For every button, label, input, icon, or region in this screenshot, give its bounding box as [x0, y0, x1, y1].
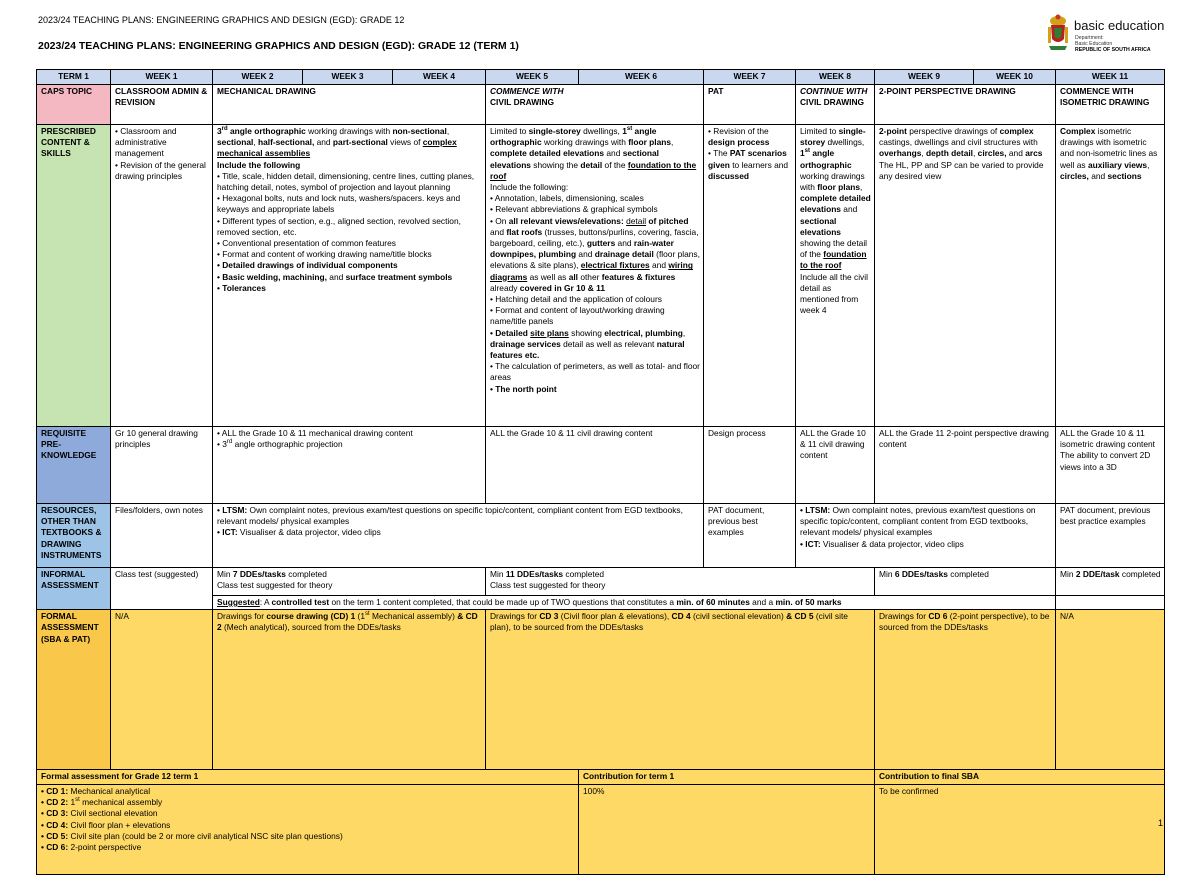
informal-civil-min: Min 11 DDEs/tasks completed — [490, 569, 605, 579]
caps-isometric: COMMENCE WITH ISOMETRIC DRAWING — [1056, 85, 1165, 125]
caps-topic-row — [37, 85, 1165, 125]
bullet: • Hexagonal bolts, nuts and lock nuts, washers/spacers. keys and keyways and appropriate labels — [217, 193, 461, 215]
caps-civil-line1: COMMENCE WITH — [490, 86, 564, 96]
caps-week1: CLASSROOM ADMIN & REVISION — [111, 85, 213, 125]
summary-cd-list — [37, 785, 579, 875]
prescribed-row — [37, 125, 1165, 427]
informal-civil — [486, 568, 875, 596]
informal-perspective: Min 6 DDEs/tasks completed — [875, 568, 1056, 596]
week-header: WEEK 10 — [974, 70, 1056, 85]
persp-intro: 2-point perspective drawings of complex castings, dwellings and civil structures with overhangs, depth detail, circles, and arcs — [879, 126, 1043, 159]
informal-label: INFORMAL ASSESSMENT — [37, 568, 111, 610]
week-header: WEEK 8 — [796, 70, 875, 85]
bullet: • Revision of the general drawing principles — [115, 159, 206, 181]
page-number: 1 — [1158, 818, 1164, 828]
civil-intro: Limited to single-storey dwellings, 1st angle orthographic working drawings with floor plans, complete detailed elevations and sectional elevations showing the detail of the foundation to the roof — [490, 126, 697, 181]
prescribed-label: PRESCRIBED CONTENT & SKILLS — [37, 125, 111, 427]
caps-mechanical: MECHANICAL DRAWING — [213, 85, 486, 125]
bullet: • The north point — [490, 383, 557, 394]
bullet: • Different types of section, e.g., aligned section, revolved section, removed section, etc. — [217, 215, 461, 237]
week-header: WEEK 3 — [303, 70, 393, 85]
week-header: WEEK 9 — [875, 70, 974, 85]
logo-department — [1075, 35, 1151, 53]
prescribed-isometric — [1056, 125, 1165, 427]
prescribed-perspective — [875, 125, 1056, 427]
iso-text: Complex isometric drawings with isometric and non-isometric lines as well as auxiliary views, circles, and sections — [1060, 126, 1158, 181]
resources-pat: PAT document, previous best examples — [704, 504, 796, 568]
caps-civil-line2: CIVIL DRAWING — [490, 97, 555, 108]
formal-isometric: N/A — [1056, 610, 1165, 770]
week-header: WEEK 2 — [213, 70, 303, 85]
logo-dept-line-3: REPUBLIC OF SOUTH AFRICA — [1075, 47, 1151, 53]
informal-civil-test: Class test suggested for theory — [490, 580, 606, 591]
bullet: • On all relevant views/elevations: detail of pitched and flat roofs (trusses, buttons/purlins, covering, fascia, bargeboard, ceiling, etc.), gutters and rain-water downpipes, plumbing and drainage detail (floor plans, elevations & site plans), electrical fixtures and wiring diagrams as well as all other features & fixtures already covered in Gr 10 & 11 — [490, 215, 700, 293]
requisite-perspective: ALL the Grade 11 2-point perspective drawing content — [875, 427, 1056, 504]
bullet: • Basic welding, machining, and surface treatment symbols — [217, 271, 453, 282]
bullet: • ALL the Grade 10 & 11 mechanical drawing content — [217, 428, 413, 438]
cd-item: • CD 5: Civil site plan (could be 2 or more civil analytical NSC site plan questions) — [41, 830, 343, 841]
bullet: • The calculation of perimeters, as well as total- and floor areas — [490, 361, 700, 383]
prescribed-mechanical — [213, 125, 486, 427]
mech-intro: 3rd angle orthographic working drawings with non-sectional, sectional, half-sectional, and part-sectional views of complex mechanical assemblies — [217, 126, 457, 159]
ict-line: • ICT: Visualiser & data projector, video clips — [217, 527, 381, 538]
resources-week2-6 — [213, 504, 704, 568]
prescribed-week7 — [796, 125, 875, 427]
week-header: WEEK 5 — [486, 70, 579, 85]
prescribed-civil — [486, 125, 704, 427]
resources-row — [37, 504, 1165, 568]
resources-label: RESOURCES, OTHER THAN TEXTBOOKS & DRAWING INSTRUMENTS — [37, 504, 111, 568]
bullet: • Classroom and administrative management — [115, 126, 177, 159]
week-header: WEEK 1 — [111, 70, 213, 85]
mech-include: Include the following — [217, 159, 301, 170]
week-header: WEEK 7 — [704, 70, 796, 85]
bullet: • Annotation, labels, dimensioning, scales — [490, 193, 644, 204]
resources-week7-10 — [796, 504, 1056, 568]
week-header-row — [37, 70, 1165, 85]
informal-mech-test: Class test suggested for theory — [217, 580, 333, 591]
week-header: WEEK 4 — [393, 70, 486, 85]
requisite-mechanical — [213, 427, 486, 504]
informal-row — [37, 568, 1165, 596]
requisite-row — [37, 427, 1165, 504]
bullet: • The PAT scenarios given to learners and discussed — [708, 148, 789, 181]
formal-row — [37, 610, 1165, 770]
formal-week1: N/A — [111, 610, 213, 770]
resources-week1: Files/folders, own notes — [111, 504, 213, 568]
requisite-pat: Design process — [704, 427, 796, 504]
informal-week1: Class test (suggested) — [111, 568, 213, 610]
requisite-label: REQUISITE PRE-KNOWLEDGE — [37, 427, 111, 504]
prescribed-pat — [704, 125, 796, 427]
caps-week7 — [796, 85, 875, 125]
cd-item: • CD 1: Mechanical analytical — [41, 786, 151, 797]
bullet: • Revision of the design process — [708, 126, 770, 148]
logo-wordmark: basic education — [1074, 18, 1165, 33]
week7-include: Include all the civil detail as mentioned from week 4 — [800, 271, 868, 316]
ltsm-line: • LTSM: Own complaint notes, previous exam/test questions on specific topic/content, compliant content from EGD textbooks, relevant models/ physical examples — [800, 505, 1036, 538]
logo-dept-line-1: Department: — [1075, 35, 1104, 41]
cd-item: • CD 4: Civil floor plan + elevations — [41, 819, 171, 830]
summary-final: To be confirmed — [875, 785, 1165, 875]
caps-pat: PAT — [704, 85, 796, 125]
civil-include: Include the following: — [490, 182, 569, 193]
summary-row — [37, 785, 1165, 875]
teaching-plan-table — [36, 69, 1165, 875]
formal-civil: Drawings for CD 3 (Civil floor plan & elevations), CD 4 (civil sectional elevation) & CD 5 (civil site plan), to be sourced from the DDEs/tasks — [486, 610, 875, 770]
caps-perspective: 2-POINT PERSPECTIVE DRAWING — [875, 85, 1056, 125]
bullet: • Format and content of layout/working drawing name/title panels — [490, 305, 665, 327]
bullet: • Title, scale, hidden detail, dimensioning, centre lines, cutting planes, hatching detail, notes, symbol of projection and layout planning — [217, 170, 475, 193]
requisite-isometric: ALL the Grade 10 & 11 isometric drawing content The ability to convert 2D views into a 3D — [1056, 427, 1165, 504]
informal-mech-min: Min 7 DDEs/tasks completed — [217, 569, 327, 579]
summary-header-final: Contribution to final SBA — [875, 770, 1165, 785]
dbe-logo — [1045, 13, 1165, 59]
caps-week7-line2: CIVIL DRAWING — [800, 97, 865, 108]
week-header: WEEK 11 — [1056, 70, 1165, 85]
bullet: • Conventional presentation of common features — [217, 238, 396, 249]
bullet: • Relevant abbreviations & graphical symbols — [490, 204, 658, 215]
coat-of-arms-icon — [1045, 13, 1071, 53]
caps-civil — [486, 85, 704, 125]
caps-topic-label: CAPS TOPIC — [37, 85, 111, 125]
formal-mechanical: Drawings for course drawing (CD) 1 (1st Mechanical assembly) & CD 2 (Mech analytical), sourced from the DDEs/tasks — [213, 610, 486, 770]
logo-dept-line-2: Basic Education — [1075, 41, 1113, 47]
bullet: • Hatching detail and the application of colours — [490, 294, 662, 305]
ltsm-line: • LTSM: Own complaint notes, previous exam/test questions on specific topic/content, compliant content from EGD textbooks, relevant models/ physical examples — [217, 505, 683, 527]
bullet: • Detailed drawings of individual components — [217, 260, 398, 271]
bullet: • 3rd angle orthographic projection — [217, 439, 343, 450]
informal-mechanical — [213, 568, 486, 596]
formal-label: FORMAL ASSESSMENT (SBA & PAT) — [37, 610, 111, 770]
prescribed-week1 — [111, 125, 213, 427]
week7-intro: Limited to single-storey dwellings, 1st angle orthographic working drawings with floor plans, complete detailed elevations and sectional elevations showing the detail of the foundation to the roof — [800, 126, 871, 271]
resources-week11: PAT document, previous best practice examples — [1056, 504, 1165, 568]
bullet: • Detailed site plans showing electrical, plumbing, drainage services detail as well as relevant natural features etc. — [490, 327, 686, 361]
summary-header-row — [37, 770, 1165, 785]
cd-item: • CD 3: Civil sectional elevation — [41, 808, 158, 819]
requisite-civil: ALL the Grade 10 & 11 civil drawing content — [486, 427, 704, 504]
bullet: • Tolerances — [217, 282, 266, 293]
page-title: 2023/24 TEACHING PLANS: ENGINEERING GRAPHICS AND DESIGN (EGD): GRADE 12 (TERM 1) — [38, 40, 519, 52]
week-header: TERM 1 — [37, 70, 111, 85]
cd-item: • CD 2: 1st mechanical assembly — [41, 797, 163, 808]
running-head: 2023/24 TEACHING PLANS: ENGINEERING GRAPHICS AND DESIGN (EGD): GRADE 12 — [38, 15, 405, 25]
bullet: • Format and content of working drawing name/title blocks — [217, 249, 432, 260]
requisite-week1: Gr 10 general drawing principles — [111, 427, 213, 504]
persp-note: The HL, PP and SP can be varied to provide any desired view — [879, 159, 1044, 181]
summary-header-formal: Formal assessment for Grade 12 term 1 — [37, 770, 579, 785]
requisite-week7: ALL the Grade 10 & 11 civil drawing content — [796, 427, 875, 504]
week-header: WEEK 6 — [579, 70, 704, 85]
caps-week7-line1: CONTINUE WITH — [800, 86, 868, 96]
summary-contribution: 100% — [579, 785, 875, 875]
formal-perspective: Drawings for CD 6 (2-point perspective), to be sourced from the DDEs/tasks — [875, 610, 1056, 770]
informal-suggested: Suggested: A controlled test on the term 1 content completed, that could be made up of TWO questions that constitutes a min. of 60 minutes and a min. of 50 marks — [213, 596, 1056, 610]
summary-header-contribution: Contribution for term 1 — [579, 770, 875, 785]
ict-line: • ICT: Visualiser & data projector, video clips — [800, 538, 964, 549]
cd-item: • CD 6: 2-point perspective — [41, 842, 142, 853]
informal-isometric: Min 2 DDE/task completed — [1056, 568, 1165, 596]
